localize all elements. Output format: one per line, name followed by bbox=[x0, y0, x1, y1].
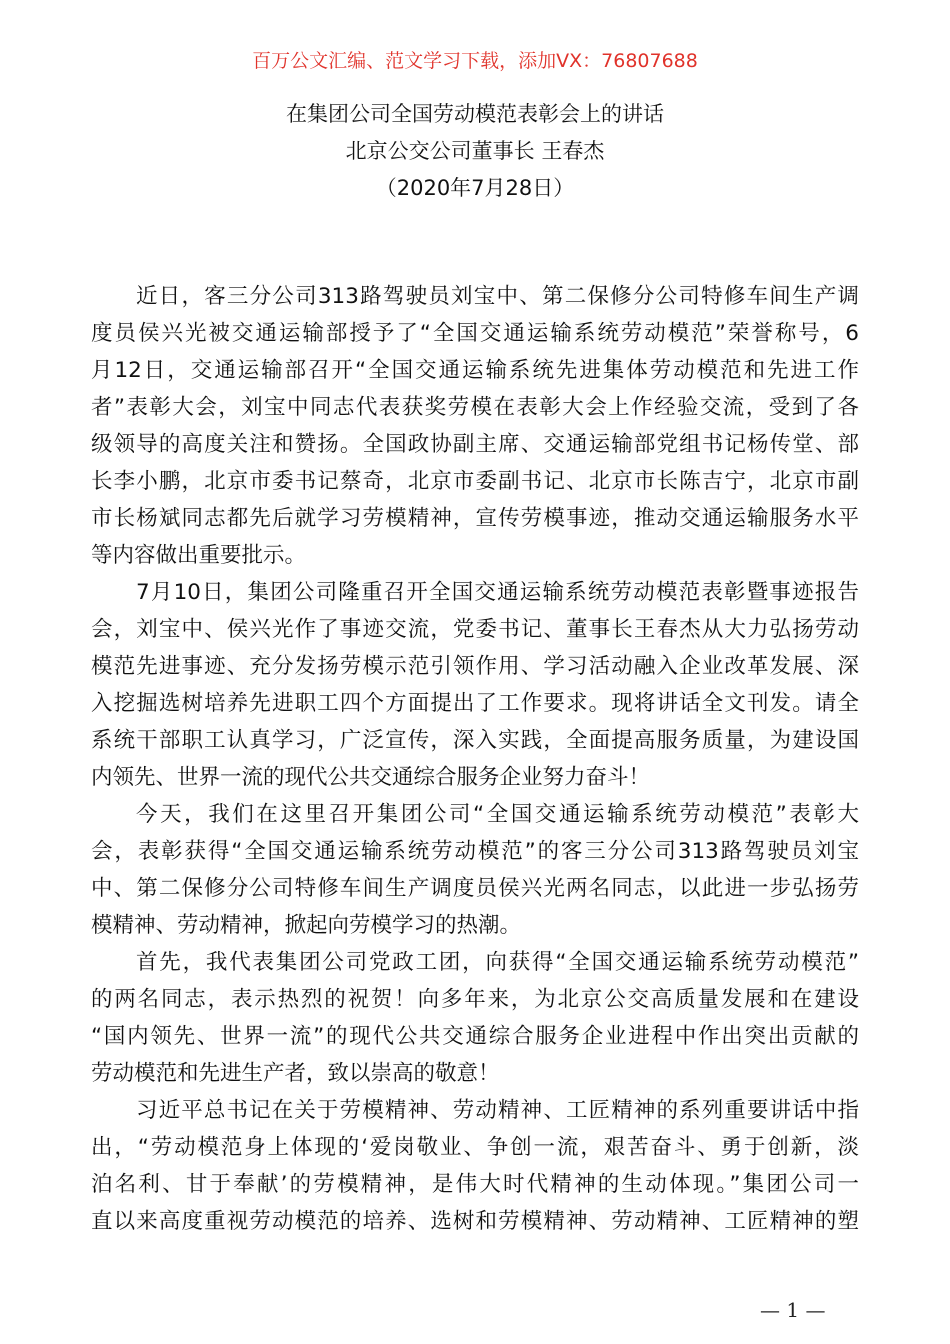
text-line: 度员侯兴光被交通运输部授予了“全国交通运输系统劳动模范”荣誉称号，6 bbox=[91, 321, 859, 346]
paragraph bbox=[91, 1092, 859, 1240]
text-line: 7月10日，集团公司隆重召开全国交通运输系统劳动模范表彰暨事迹报告 bbox=[136, 580, 859, 605]
text-line: 中、第二保修分公司特修车间生产调度员侯兴光两名同志，以此进一步弘扬劳 bbox=[91, 876, 859, 901]
date-line: （2020年7月28日） bbox=[375, 176, 575, 200]
text-line: 近日，客三分公司313路驾驶员刘宝中、第二保修分公司特修车间生产调 bbox=[136, 284, 859, 309]
text-line: 模范先进事迹、充分发扬劳模示范引领作用、学习活动融入企业改革发展、深 bbox=[91, 654, 859, 679]
paragraph bbox=[91, 574, 859, 796]
text-line: 劳动模范和先进生产者，致以崇高的敬意！ bbox=[91, 1061, 500, 1086]
text-line: 直以来高度重视劳动模范的培养、选树和劳模精神、劳动精神、工匠精神的塑 bbox=[91, 1209, 859, 1234]
text-line: 级领导的高度关注和赞扬。全国政协副主席、交通运输部党组书记杨传堂、部 bbox=[91, 432, 859, 457]
document-title: 在集团公司全国劳动模范表彰会上的讲话 bbox=[286, 102, 664, 126]
text-line: 内领先、世界一流的现代公共交通综合服务企业努力奋斗！ bbox=[91, 765, 651, 790]
text-line: 市长杨斌同志都先后就学习劳模精神，宣传劳模事迹，推动交通运输服务水平 bbox=[91, 506, 859, 531]
text-line: 习近平总书记在关于劳模精神、劳动精神、工匠精神的系列重要讲话中指 bbox=[136, 1098, 859, 1123]
text-line: 长李小鹏，北京市委书记蔡奇，北京市委副书记、北京市长陈吉宁，北京市副 bbox=[91, 469, 859, 494]
document-body bbox=[91, 278, 859, 1240]
paragraph bbox=[91, 278, 859, 574]
text-line: 入挖掘选树培养先进职工四个方面提出了工作要求。现将讲话全文刊发。请全 bbox=[91, 691, 859, 716]
page-number: — 1 — bbox=[760, 1298, 826, 1322]
text-line: 系统干部职工认真学习，广泛宣传，深入实践，全面提高服务质量，为建设国 bbox=[91, 728, 859, 753]
speaker-line: 北京公交公司董事长 王春杰 bbox=[345, 139, 605, 163]
text-line: 泊名利、甘于奉献’的劳模精神，是伟大时代精神的生动体现。”集团公司一 bbox=[91, 1172, 859, 1197]
text-line: 今天，我们在这里召开集团公司“全国交通运输系统劳动模范”表彰大 bbox=[136, 802, 859, 827]
text-line: 者”表彰大会，刘宝中同志代表获奖劳模在表彰大会上作经验交流，受到了各 bbox=[91, 395, 859, 420]
text-line: 出，“劳动模范身上体现的‘爱岗敬业、争创一流，艰苦奋斗、勇于创新，淡 bbox=[91, 1135, 859, 1160]
text-line: 会，刘宝中、侯兴光作了事迹交流，党委书记、董事长王春杰从大力弘扬劳动 bbox=[91, 617, 859, 642]
watermark-banner: 百万公文汇编、范文学习下载，添加VX：76807688 bbox=[252, 50, 698, 72]
paragraph bbox=[91, 944, 859, 1092]
text-line: 等内容做出重要批示。 bbox=[91, 543, 307, 568]
text-line: 首先，我代表集团公司党政工团，向获得“全国交通运输系统劳动模范” bbox=[136, 950, 859, 975]
text-line: 模精神、劳动精神，掀起向劳模学习的热潮。 bbox=[91, 913, 522, 938]
text-line: 的两名同志，表示热烈的祝贺！向多年来，为北京公交高质量发展和在建设 bbox=[91, 987, 859, 1012]
text-line: 月12日，交通运输部召开“全国交通运输系统先进集体劳动模范和先进工作 bbox=[91, 358, 859, 383]
paragraph bbox=[91, 796, 859, 944]
text-line: “国内领先、世界一流”的现代公共交通综合服务企业进程中作出突出贡献的 bbox=[91, 1024, 859, 1049]
text-line: 会，表彰获得“全国交通运输系统劳动模范”的客三分公司313路驾驶员刘宝 bbox=[91, 839, 859, 864]
